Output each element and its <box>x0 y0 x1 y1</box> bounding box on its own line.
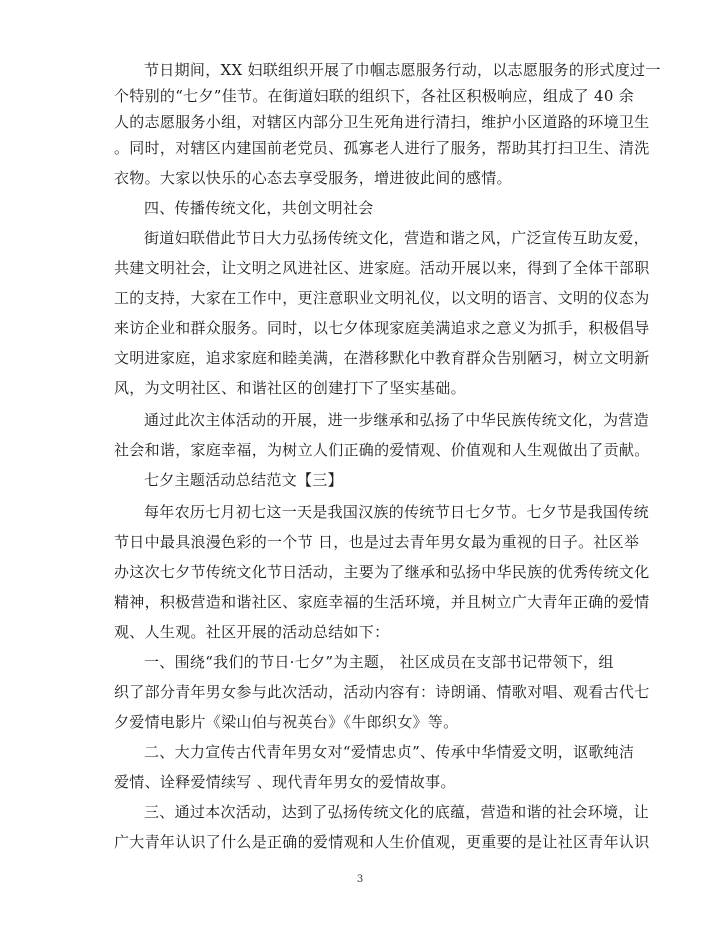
section-heading: 四、传播传统文化，共创文明社会 <box>144 199 374 217</box>
text-line: 观、人生观。社区开展的活动总结如下： <box>114 623 390 641</box>
text-line: 衣物。大家以快乐的心态去享受服务，增进彼此间的感情。 <box>114 169 512 187</box>
text-line: 节日中最具浪漫色彩的一个节 日，也是过去青年男女最为重视的日子。社区举 <box>114 533 640 551</box>
page-number: 3 <box>356 874 364 885</box>
text-line: 织了部分青年男女参与此次活动，活动内容有：诗朗诵、情歌对唱、观看古代七 <box>114 683 650 701</box>
text-line: 共建文明社会，让文明之风进社区、进家庭。活动开展以来，得到了全体干部职 <box>114 259 650 277</box>
text-line: 广大青年认识了什么是正确的爱情观和人生价值观，更重要的是让社区青年认识 <box>114 833 650 851</box>
section-title: 七夕主题活动总结范文【三】 <box>144 471 343 489</box>
text-line: 工的支持，大家在工作中，更注意职业文明礼仪，以文明的语言、文明的仪态为 <box>114 289 650 307</box>
text-line: 办这次七夕节传统文化节日活动，主要为了继承和弘扬中华民族的优秀传统文化 <box>114 563 650 581</box>
text-line: 风，为文明社区、和谐社区的创建打下了坚实基础。 <box>114 379 466 397</box>
text-line: 来访企业和群众服务。同时，以七夕体现家庭美满追求之意义为抓手，积极倡导 <box>114 319 650 337</box>
text-line: 夕爱情电影片《梁山伯与祝英台》《牛郎织女》等。 <box>114 713 459 731</box>
text-line: 爱情、诠释爱情续写 、现代青年男女的爱情故事。 <box>114 773 456 791</box>
text-line: 社会和谐，家庭幸福，为树立人们正确的爱情观、价值观和人生观做出了贡献。 <box>114 441 650 459</box>
text-line: 通过此次主体活动的开展，进一步继承和弘扬了中华民族传统文化，为营造 <box>144 411 649 429</box>
text-line: 节日期间，XX 妇联组织开展了巾帼志愿服务行动，以志愿服务的形式度过一 <box>144 61 661 79</box>
text-line: 街道妇联借此节日大力弘扬传统文化，营造和谐之风，广泛宣传互助友爱， <box>144 229 649 247</box>
text-line: 文明进家庭，追求家庭和睦美满，在潜移默化中教育群众告别陋习，树立文明新 <box>114 349 650 367</box>
text-line: 个特别的“七夕”佳节。在街道妇联的组织下，各社区积极响应，组成了 40 余 <box>114 87 635 105</box>
text-line: 一、围绕“我们的节日·七夕”为主题， 社区成员在支部书记带领下，组 <box>144 653 614 671</box>
text-line: 二、大力宣传古代青年男女对“爱情忠贞”、传承中华情爱文明，讴歌纯洁 <box>144 743 635 761</box>
text-line: 精神，积极营造和谐社区、家庭幸福的生活环境，并且树立广大青年正确的爱情 <box>114 593 650 611</box>
text-line: 人的志愿服务小组，对辖区内部分卫生死角进行清扫，维护小区道路的环境卫生 <box>114 113 650 131</box>
text-line: 每年农历七月初七这一天是我国汉族的传统节日七夕节。七夕节是我国传统 <box>144 503 649 521</box>
text-line: 。同时，对辖区内建国前老党员、孤寡老人进行了服务，帮助其打扫卫生、清洗 <box>114 139 650 157</box>
text-line: 三、通过本次活动，达到了弘扬传统文化的底蕴，营造和谐的社会环境，让 <box>144 803 649 821</box>
